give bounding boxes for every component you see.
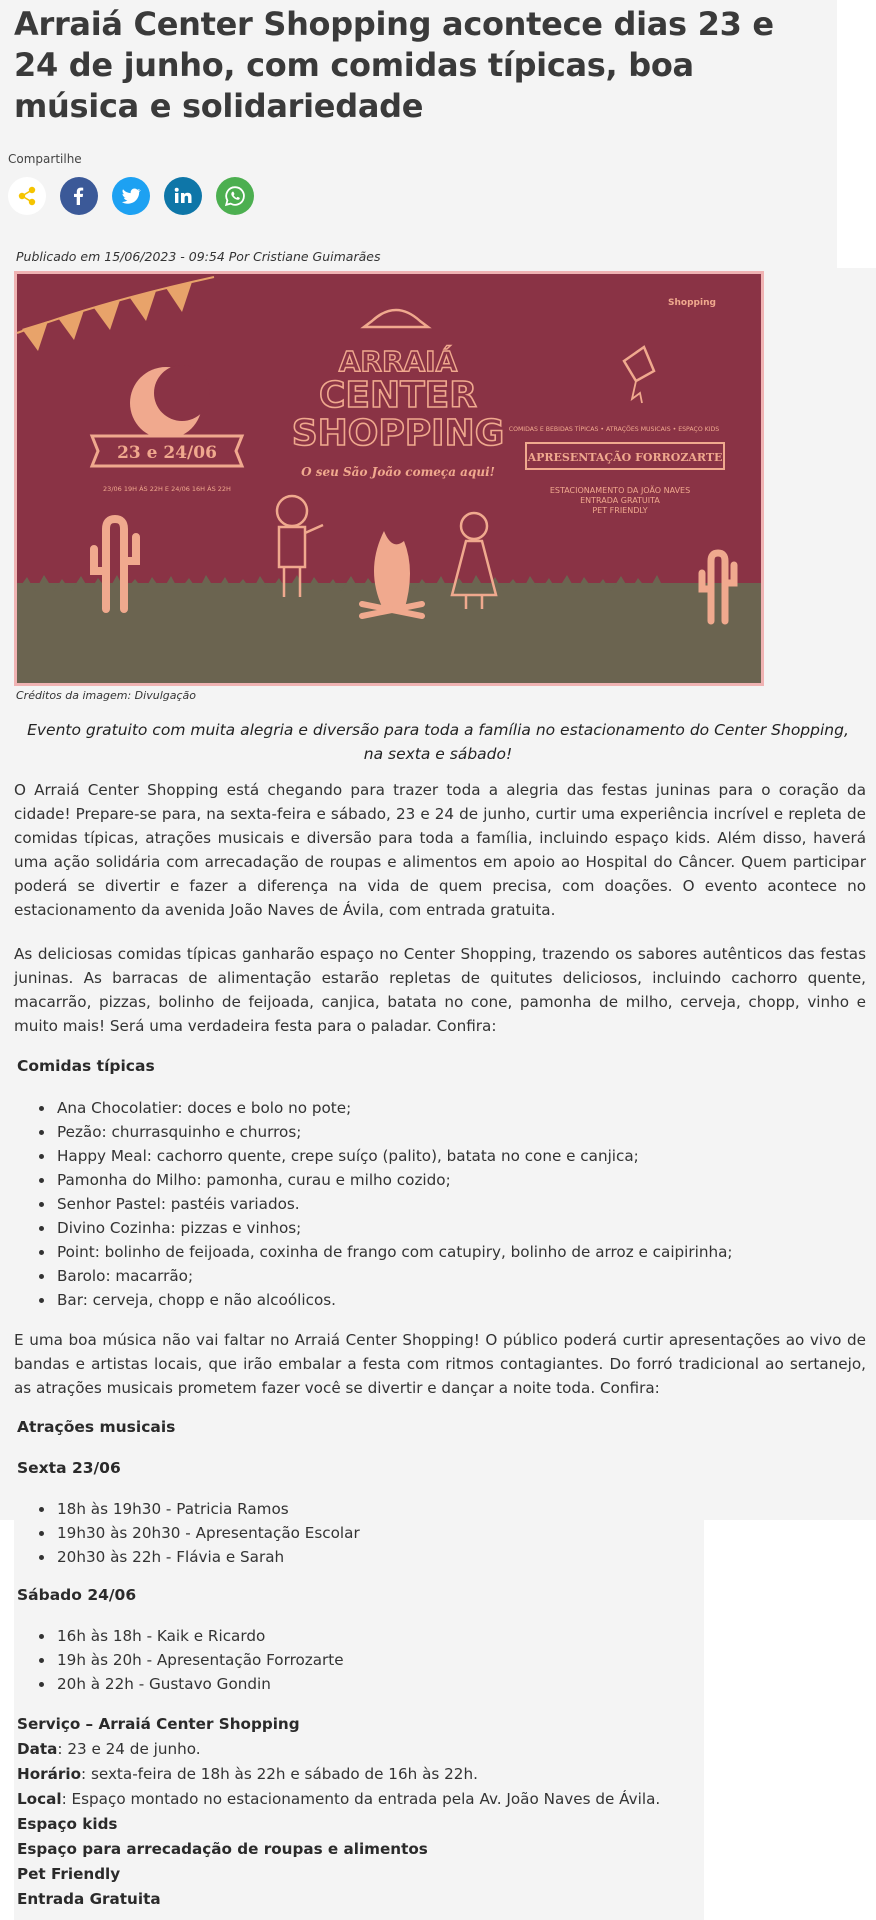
date-value: : 23 e 24 de junho. [57, 1740, 201, 1758]
list-item: 18h às 19h30 - Patricia Ramos [17, 1497, 360, 1521]
paragraph-foods: As deliciosas comidas típicas ganharão espaço no Center Shopping, trazendo os sabores autênticos das festas juninas. As barracas de alimentação estarão repletas de quitutes deliciosos, incluindo cachorro quente, macarrão, pizzas, bolinho de feijoada, canjica, batata no cone, pamonha de milho, cerveja, chopp, vinho e muito mais! Será uma verdadeira festa para o paladar. Confira: [14, 945, 866, 1035]
list-item: 16h às 18h - Kaik e Ricardo [17, 1624, 344, 1648]
banner-hours: 23/06 19H ÀS 22H E 24/06 16H ÀS 22H [103, 485, 231, 493]
service-extra: Espaço para arrecadação de roupas e alimentos [17, 1840, 428, 1858]
list-item: Happy Meal: cachorro quente, crepe suíço (palito), batata no cone e canjica; [17, 1144, 733, 1168]
list-item: 19h30 às 20h30 - Apresentação Escolar [17, 1521, 360, 1545]
saturday-list [17, 1624, 344, 1696]
banner-features: COMIDAS E BEBIDAS TÍPICAS • ATRAÇÕES MUSICAIS • ESPAÇO KIDS [508, 426, 720, 433]
facebook-icon [69, 186, 89, 206]
list-item: 19h às 20h - Apresentação Forrozarte [17, 1648, 344, 1672]
friday-heading: Sexta 23/06 [17, 1459, 121, 1477]
twitter-icon [120, 185, 142, 207]
saturday-heading: Sábado 24/06 [17, 1586, 137, 1604]
linkedin-icon [173, 186, 193, 206]
banner-title-2: CENTER [318, 375, 478, 416]
foods-list [17, 1096, 733, 1312]
article-subtitle: Evento gratuito com muita alegria e diversão para toda a família no estacionamento do Center Shopping, na sexta e sábado! [27, 721, 849, 763]
hours-value: : sexta-feira de 18h às 22h e sábado de 16h às 22h. [81, 1765, 478, 1783]
share-label: Compartilhe [8, 152, 82, 166]
list-item: 20h à 22h - Gustavo Gondin [17, 1672, 344, 1696]
list-item: Senhor Pastel: pastéis variados. [17, 1192, 733, 1216]
banner-parking-1: ESTACIONAMENTO DA JOÃO NAVES [549, 486, 691, 495]
banner-title-1: ARRAIÁ [338, 345, 458, 378]
facebook-share-button[interactable] [60, 177, 98, 215]
list-item: Ana Chocolatier: doces e bolo no pote; [17, 1096, 733, 1120]
service-extra: Espaço kids [17, 1815, 118, 1833]
event-banner-image [14, 271, 764, 686]
list-item: Divino Cozinha: pizzas e vinhos; [17, 1216, 733, 1240]
image-credit: Créditos da imagem: Divulgação [16, 689, 196, 702]
published-info: Publicado em 15/06/2023 - 09:54 Por Cristiane Guimarães [16, 249, 381, 264]
service-extra: Pet Friendly [17, 1865, 121, 1883]
whatsapp-share-button[interactable] [216, 177, 254, 215]
list-item: Barolo: macarrão; [17, 1264, 733, 1288]
foods-heading: Comidas típicas [17, 1057, 155, 1075]
list-item: Pamonha do Milho: pamonha, curau e milho cozido; [17, 1168, 733, 1192]
paragraph-intro: O Arraiá Center Shopping está chegando para trazer toda a alegria das festas juninas para o coração da cidade! Prepare-se para, na sexta-feira e sábado, 23 e 24 de junho, curtir uma experiência incrível e repleta de comidas típicas, atrações musicais e diversão para toda a família, incluindo espaço kids. Além disso, haverá uma ação solidária com arrecadação de roupas e alimentos em apoio ao Hospital do Câncer. Quem participar poderá se divertir e fazer a diferença na vida de quem precisa, com doações. O evento acontece no estacionamento da avenida João Naves de Ávila, com entrada gratuita. [14, 781, 866, 919]
whatsapp-icon [223, 184, 247, 208]
list-item: Pezão: churrasquinho e churros; [17, 1120, 733, 1144]
friday-list [17, 1497, 360, 1569]
banner-title-3: SHOPPING [291, 413, 505, 454]
list-item: 20h30 às 22h - Flávia e Sarah [17, 1545, 360, 1569]
hours-label: Horário [17, 1765, 82, 1783]
banner-parking-3: PET FRIENDLY [592, 506, 648, 515]
banner-tagline: O seu São João começa aqui! [301, 465, 495, 479]
banner-date: 23 e 24/06 [117, 443, 217, 463]
share-button[interactable] [8, 177, 46, 215]
banner-parking-2: ENTRADA GRATUITA [580, 496, 660, 505]
list-item: Point: bolinho de feijoada, coxinha de frango com catupiry, bolinho de arroz e caipirinha; [17, 1240, 733, 1264]
banner-logo: Shopping [668, 298, 716, 308]
article-title: Arraiá Center Shopping acontece dias 23 e 24 de junho, com comidas típicas, boa música e solidariedade [14, 5, 774, 125]
music-heading: Atrações musicais [17, 1418, 176, 1436]
paragraph-music: E uma boa música não vai faltar no Arraiá Center Shopping! O público poderá curtir apresentações ao vivo de bandas e artistas locais, que irão embalar a festa com ritmos contagiantes. Do forró tradicional ao sertanejo, as atrações musicais prometem fazer você se divertir e dançar a noite toda. Confira: [14, 1331, 866, 1397]
date-label: Data [17, 1740, 58, 1758]
banner-highlight: APRESENTAÇÃO FORROZARTE [527, 451, 723, 464]
service-heading: Serviço – Arraiá Center Shopping [17, 1715, 300, 1733]
service-extra: Entrada Gratuita [17, 1890, 161, 1908]
list-item: Bar: cerveja, chopp e não alcoólicos. [17, 1288, 733, 1312]
linkedin-share-button[interactable] [164, 177, 202, 215]
twitter-share-button[interactable] [112, 177, 150, 215]
bonfire-icon [374, 531, 410, 611]
service-info [17, 1712, 660, 1912]
place-value: : Espaço montado no estacionamento da entrada pela Av. João Naves de Ávila. [61, 1790, 661, 1808]
place-label: Local [17, 1790, 62, 1808]
share-icon [16, 185, 38, 207]
